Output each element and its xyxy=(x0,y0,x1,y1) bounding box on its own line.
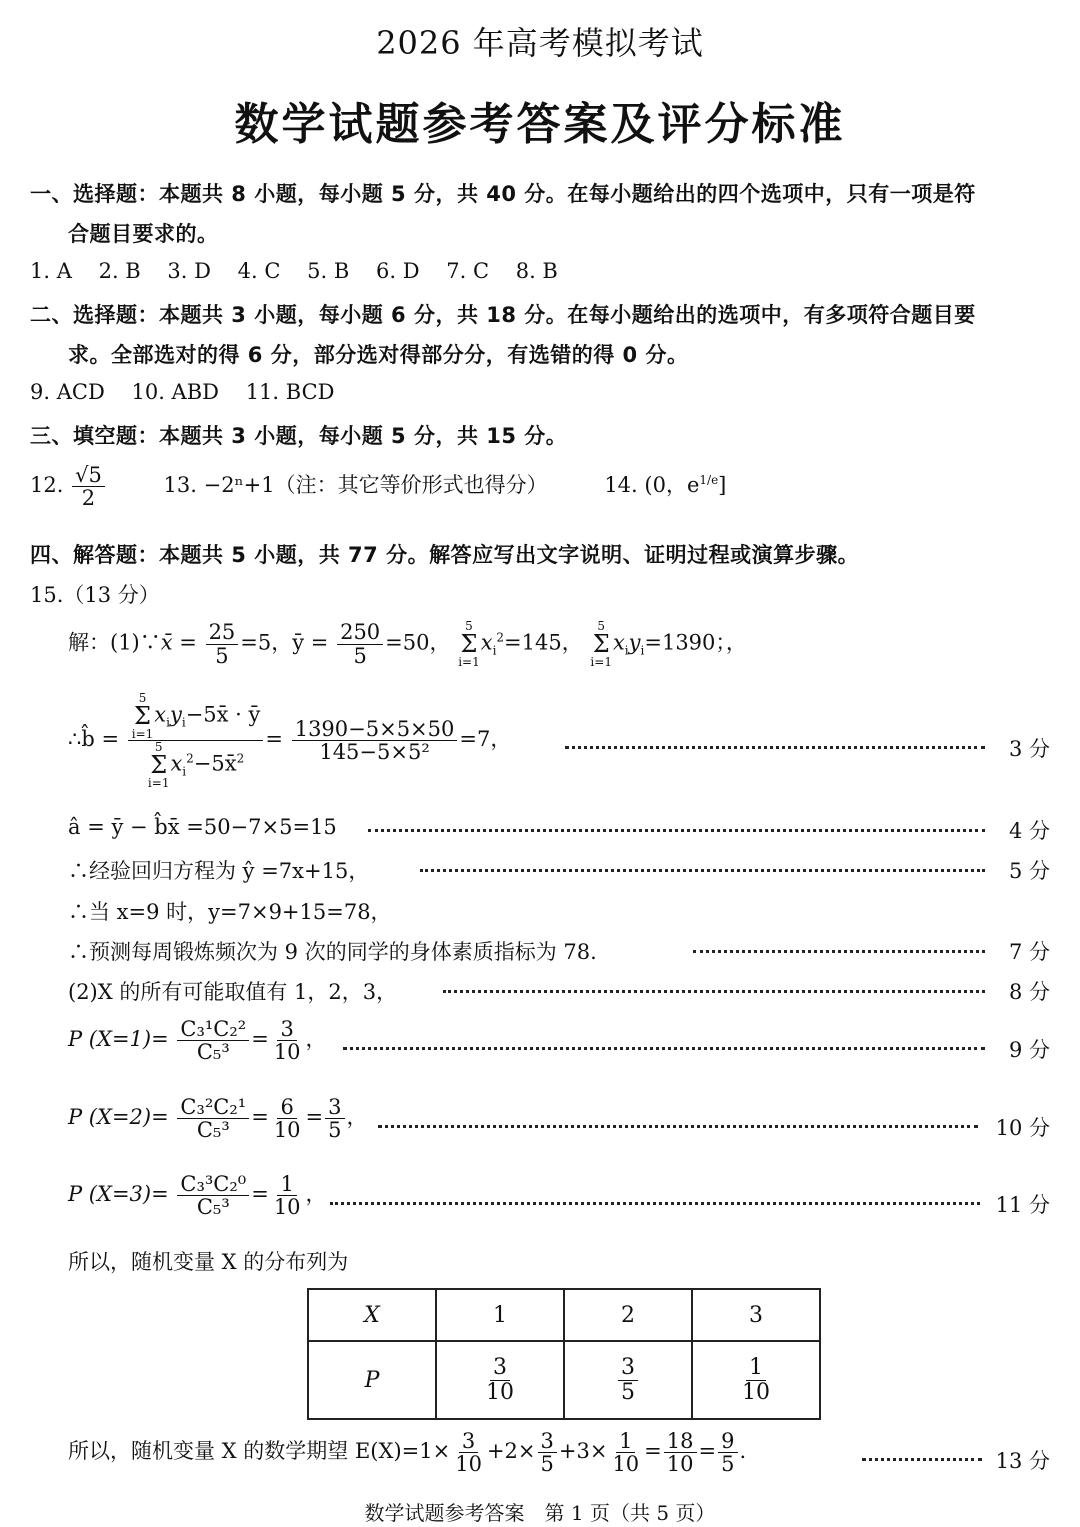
expectation: 所以，随机变量 X 的数学期望 E(X)=1× $\frac{3}{10}$ +2× $\frac{3}{5}$ +3× $\frac{1}{10}$ = $\frac{18}{10}$ = $\frac{9}{5}$ . xyxy=(68,1429,747,1477)
q14-label: 14. xyxy=(604,473,638,498)
q13-label: 13. xyxy=(163,473,197,498)
prediction-result: ∴预测每周锻炼频次为 9 次的同学的身体素质指标为 78. xyxy=(68,940,597,964)
distribution-table xyxy=(307,1288,821,1420)
q14-answer: (0，e xyxy=(644,473,700,498)
table-header-x: X xyxy=(308,1289,436,1341)
score-3: 3 分 xyxy=(1008,737,1050,761)
section1-answers xyxy=(30,259,578,283)
page-footer: 数学试题参考答案 第 1 页（共 5 页） xyxy=(364,1501,716,1525)
q12-label: 12. xyxy=(30,473,64,498)
table-header-1: 1 xyxy=(436,1289,564,1341)
dot-leader xyxy=(343,1047,985,1050)
table-header-2: 2 xyxy=(564,1289,692,1341)
dot-leader xyxy=(368,829,985,832)
dot-leader xyxy=(378,1125,978,1128)
answer-2: 2. B xyxy=(98,259,141,283)
prob-x3: P (X=3)= $\frac{\text{C₃³C₂⁰}}{\text{C₅³}}$ = $\frac{1}{10}$ ， xyxy=(68,1172,327,1220)
prob-x1: P (X=1)= $\frac{\text{C₃¹C₂²}}{\text{C₅³}}$ = $\frac{3}{10}$ ， xyxy=(68,1017,327,1065)
answer-1: 1. A xyxy=(30,259,72,283)
answer-key-title: 数学试题参考答案及评分标准 xyxy=(234,99,846,150)
section1-heading: 一、选择题：本题共 8 小题，每小题 5 分，共 40 分。在每小题给出的四个选项中，只有一项是符 xyxy=(30,182,976,206)
answer-8: 8. B xyxy=(515,259,558,283)
q14-close: ] xyxy=(718,473,727,498)
q14-exponent: 1/e xyxy=(699,473,719,488)
q15-label: 15.（13 分） xyxy=(30,583,160,607)
answer-11: 11. BCD xyxy=(245,380,335,404)
table-header-3: 3 xyxy=(692,1289,820,1341)
section3-heading: 三、填空题：本题共 3 小题，每小题 5 分，共 15 分。 xyxy=(30,424,568,448)
score-10: 10 分 xyxy=(995,1116,1050,1140)
table-row-label: P xyxy=(308,1341,436,1419)
score-7: 7 分 xyxy=(1008,940,1050,964)
regression-equation: ∴经验回归方程为 ŷ =7x+15， xyxy=(68,859,370,883)
section2-answers xyxy=(30,380,355,404)
dot-leader xyxy=(565,746,985,749)
score-9: 9 分 xyxy=(1008,1038,1050,1062)
dot-leader xyxy=(862,1458,982,1461)
score-11: 11 分 xyxy=(995,1193,1050,1217)
solution-line-1: 解：(1)∵x̄ = $\frac{25}{5}$ =5，ȳ = $\frac{250}{5}$ =50， 5 Σ i=1 $x_i^2=145$， 5 Σ i=1 $x_iy_i=1390$；， xyxy=(68,619,747,669)
score-8: 8 分 xyxy=(1008,980,1050,1004)
section2-heading-cont: 求。全部选对的得 6 分，部分选对得部分分，有选错的得 0 分。 xyxy=(68,343,689,367)
answer-7: 7. C xyxy=(446,259,490,283)
section4-heading: 四、解答题：本题共 5 小题，共 77 分。解答应写出文字说明、证明过程或演算步骤。 xyxy=(30,543,860,567)
dot-leader xyxy=(420,869,985,872)
q13-answer: −2ⁿ+1（注：其它等价形式也得分） xyxy=(203,473,548,498)
solution-b-hat: ∴b̂ = 5 Σ i=1 $x_iy_i-5x̄$ · ȳ 5 Σ i=1 $x_i^2-5x̄^2$ = $\frac{1390-5\times 5\times 50}{\text{145−5×5²}}$ =7， xyxy=(68,691,512,790)
solution-a-hat: â = ȳ − b̂x̄ =50−7×5=15 xyxy=(68,815,337,839)
answer-9: 9. ACD xyxy=(30,380,105,404)
distribution-intro: 所以，随机变量 X 的分布列为 xyxy=(68,1250,349,1274)
part2-values: (2)X 的所有可能取值有 1，2，3， xyxy=(68,980,398,1004)
section3-answers xyxy=(30,464,726,509)
table-prob-2: $\frac{3}{5}$ xyxy=(564,1341,692,1419)
score-4: 4 分 xyxy=(1008,819,1050,843)
score-13: 13 分 xyxy=(995,1449,1050,1473)
dot-leader xyxy=(443,990,985,993)
answer-4: 4. C xyxy=(237,259,281,283)
dot-leader xyxy=(693,950,985,953)
dot-leader xyxy=(330,1202,980,1205)
prob-x2: P (X=2)= $\frac{\text{C₃²C₂¹}}{\text{C₅³}}$ = $\frac{6}{10}$ = $\frac{3}{5}$ ， xyxy=(68,1095,368,1143)
answer-10: 10. ABD xyxy=(131,380,219,404)
answer-6: 6. D xyxy=(375,259,420,283)
q12-fraction: $\frac{√5}{2}$ xyxy=(72,464,105,509)
section1-heading-cont: 合题目要求的。 xyxy=(68,222,219,246)
table-prob-3: $\frac{1}{10}$ xyxy=(692,1341,820,1419)
section2-heading: 二、选择题：本题共 3 小题，每小题 6 分，共 18 分。在每小题给出的选项中，有多项符合题目要 xyxy=(30,303,976,327)
score-5: 5 分 xyxy=(1008,859,1050,883)
prediction-calc: ∴当 x=9 时，y=7×9+15=78， xyxy=(68,900,392,924)
exam-title: 2026 年高考模拟考试 xyxy=(376,24,704,62)
answer-3: 3. D xyxy=(167,259,211,283)
answer-5: 5. B xyxy=(307,259,350,283)
table-prob-1: $\frac{3}{10}$ xyxy=(436,1341,564,1419)
